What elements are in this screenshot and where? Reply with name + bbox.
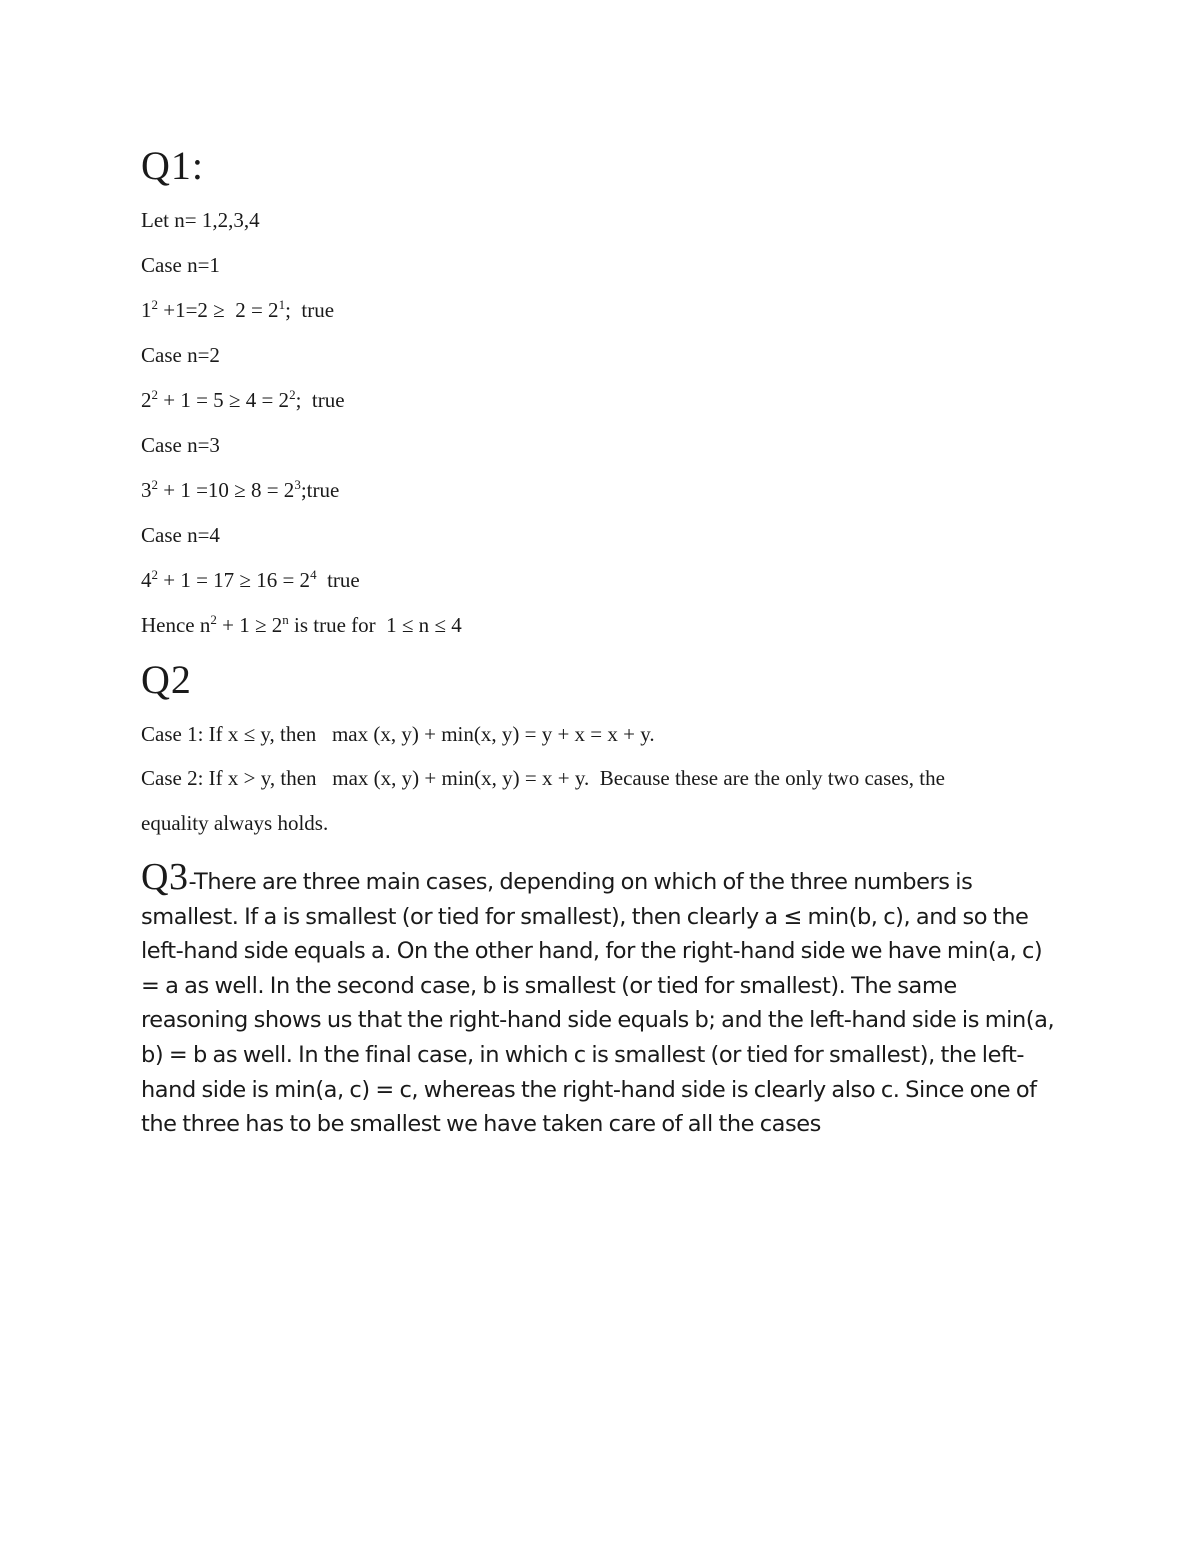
q1-case3-equation: $3^2 + 1 =10 \ge 8$ = $2^3;true$: [141, 477, 340, 502]
q3-body: -There are three main cases, depending on which of the three numbers is smallest. If a is smallest (or tied for smallest), then clearly a ≤ min(b, c), and so the left-hand side equals a. On the other hand, for the right-hand side we have min(a, c) = a as well. In the second case, b is smallest (or tied for smallest). The same reasoning shows us that the right-hand side equals b; and the left-hand side is min(a, b) = b as well. In the final case, in which c is smallest (or tied for smallest), the left-hand side is min(a, c) = c, whereas the right-hand side is clearly also c. Since one of the three has to be smallest we have taken care of all the cases: [141, 869, 1055, 1138]
q1-conclusion: Hence $n^2 + 1 \ge 2^n$ is true for 1 ≤ n ≤ 4: [141, 612, 462, 637]
q1-case3-label: Case n=3: [141, 433, 220, 457]
q2-case1: Case 1: If x ≤ y, then max (x, y) + min(x, y) = y + x = x + y.: [141, 722, 655, 746]
q1-let-line: Let n= 1,2,3,4: [141, 208, 260, 232]
q1-case1-label: Case n=1: [141, 253, 220, 277]
q3-heading: Q3: [141, 856, 189, 898]
q1-case4-equation: $4^2 + 1 = 17 \ge 16 = 2^4$ true: [141, 567, 360, 592]
q1-case1-equation: $1^2 +1=2 \ge 2 = 2^1$; true: [141, 297, 335, 322]
q2-case2-continuation: equality always holds.: [141, 811, 329, 835]
q1-case2-equation: $2^2 + 1 = 5 \ge 4 = 2^2$; true: [141, 387, 345, 412]
q1-heading: Q1:: [141, 143, 204, 188]
q2-heading: Q2: [141, 657, 192, 702]
q1-case2-label: Case n=2: [141, 343, 220, 367]
q2-case2: Case 2: If x > y, then max (x, y) + min(x, y) = x + y. Because these are the only two cases, the: [141, 766, 945, 790]
q3-paragraph: [141, 856, 1066, 1142]
q1-case4-label: Case n=4: [141, 523, 220, 547]
